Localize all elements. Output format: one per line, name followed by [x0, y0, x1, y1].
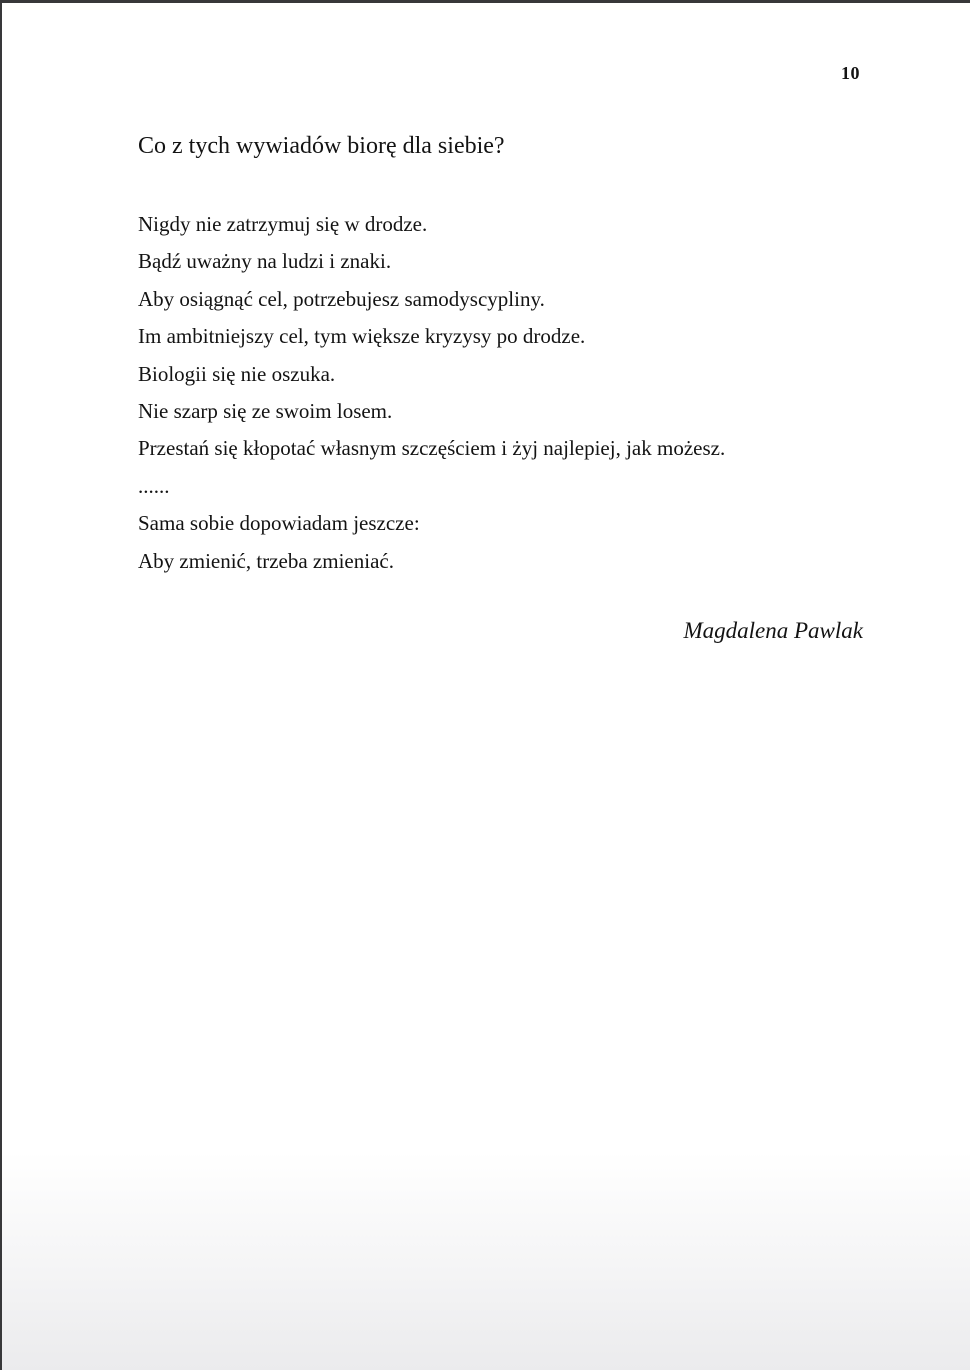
- quote-block: [138, 206, 880, 580]
- document-page: [2, 3, 970, 1370]
- page-number: 10: [841, 63, 860, 83]
- quote-line: Biologii się nie oszuka.: [138, 361, 336, 386]
- quote-line: Nie szarp się ze swoim losem.: [138, 399, 393, 424]
- quote-line: Sama sobie dopowiadam jeszcze:: [138, 511, 420, 536]
- quote-line: Bądź uważny na ludzi i znaki.: [138, 249, 392, 274]
- quote-line: Aby zmienić, trzeba zmieniać.: [138, 548, 394, 573]
- quote-line: Aby osiągnąć cel, potrzebujesz samodyscypliny.: [138, 286, 545, 311]
- quote-line: Im ambitniejszy cel, tym większe kryzysy po drodze.: [138, 324, 586, 349]
- page-title: Co z tych wywiadów biorę dla siebie?: [138, 133, 505, 159]
- quote-line: Przestań się kłopotać własnym szczęściem i żyj najlepiej, jak możesz.: [138, 436, 726, 461]
- author-signature: Magdalena Pawlak: [683, 618, 863, 643]
- quote-line: Nigdy nie zatrzymuj się w drodze.: [138, 212, 428, 236]
- ellipsis-line: ......: [138, 473, 170, 498]
